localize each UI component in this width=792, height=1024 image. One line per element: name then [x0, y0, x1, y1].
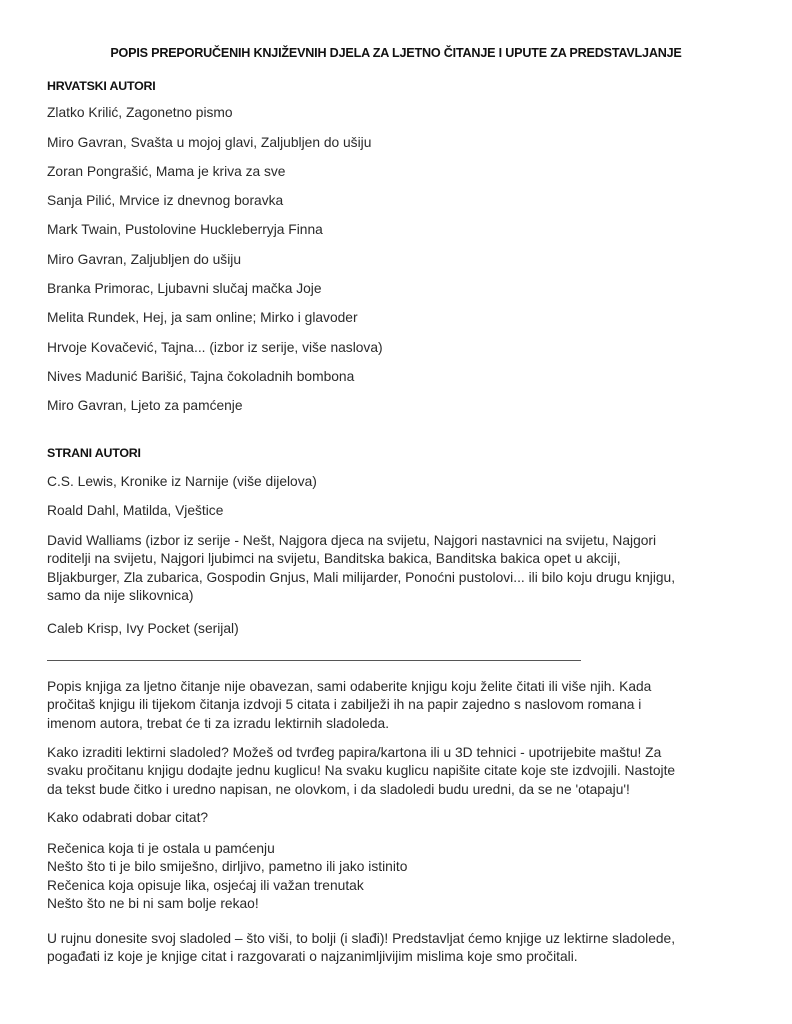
list-item: Miro Gavran, Zaljubljen do ušiju	[47, 252, 242, 267]
list-item: Miro Gavran, Ljeto za pamćenje	[47, 398, 243, 413]
text-line: David Walliams (izbor iz serije - Nešt, Najgora djeca na svijetu, Najgori nastavnici na svijetu, Najgori	[47, 533, 657, 548]
tip-line: Nešto što ne bi ni sam bolje rekao!	[47, 895, 259, 911]
document-title: POPIS PREPORUČENIH KNJIŽEVNIH DJELA ZA LJETNO ČITANJE I UPUTE ZA PREDSTAVLJANJE	[110, 46, 682, 60]
horizontal-divider	[47, 660, 581, 661]
list-item: Nives Madunić Barišić, Tajna čokoladnih bombona	[47, 369, 355, 384]
list-item: Roald Dahl, Matilda, Vještice	[47, 503, 224, 518]
tip-line: Nešto što ti je bilo smiješno, dirljivo, pametno ili jako istinito	[47, 859, 408, 875]
list-item: Sanja Pilić, Mrvice iz dnevnog boravka	[47, 193, 284, 208]
list-item: Mark Twain, Pustolovine Huckleberryja Finna	[47, 222, 323, 237]
text-line: samo da nije slikovnica)	[47, 587, 194, 603]
quote-question: Kako odabrati dobar citat?	[47, 810, 209, 825]
list-item: C.S. Lewis, Kronike iz Narnije (više dijelova)	[47, 474, 317, 489]
list-item-walliams	[47, 532, 752, 605]
text-line: pročitaš knjigu ili tijekom čitanja izdvoji 5 citata i zabilježi ih na papir zajedno s naslovom romana i	[47, 697, 642, 713]
foreign-authors-heading: STRANI AUTORI	[47, 446, 141, 460]
text-line: imenom autora, trebat će ti za izradu lektirnih sladoleda.	[47, 715, 390, 731]
list-item: Melita Rundek, Hej, ja sam online; Mirko i glavoder	[47, 310, 358, 325]
text-line: Bljakburger, Zla zubarica, Gospodin Gnjus, Mali milijarder, Ponoćni pustolovi... ili bilo koju drugu knjigu,	[47, 569, 676, 585]
croatian-authors-heading: HRVATSKI AUTORI	[47, 79, 156, 93]
tip-line: Rečenica koja ti je ostala u pamćenju	[47, 841, 275, 856]
list-item: Branka Primorac, Ljubavni slučaj mačka Joje	[47, 281, 322, 296]
text-line: Popis knjiga za ljetno čitanje nije obavezan, sami odaberite knjigu koju želite čitati ili više njih. Kada	[47, 679, 652, 694]
text-line: pogađati iz koje je knjige citat i razgovarati o najzanimljivijim mislima koje smo pročitali.	[47, 949, 578, 965]
text-line: svaku pročitanu knjigu dodajte jednu kuglicu! Na svaku kuglicu napišite citate koje ste izdvojili. Nastojte	[47, 763, 676, 779]
closing-paragraph	[47, 930, 752, 967]
list-item: Zlatko Krilić, Zagonetno pismo	[47, 105, 233, 120]
instructions-paragraph-2	[47, 744, 752, 799]
quote-tips	[47, 840, 752, 913]
list-item: Caleb Krisp, Ivy Pocket (serijal)	[47, 621, 239, 636]
text-line: U rujnu donesite svoj sladoled – što viši, to bolji (i slađi)! Predstavljat ćemo knjige uz lektirne sladolede,	[47, 931, 676, 946]
list-item: Zoran Pongrašić, Mama je kriva za sve	[47, 164, 286, 179]
text-line: roditelji na svijetu, Najgori ljubimci na svijetu, Banditska bakica, Banditska bakica opet u akciji,	[47, 551, 621, 567]
instructions-paragraph-1	[47, 678, 752, 733]
text-line: Kako izraditi lektirni sladoled? Možeš od tvrđeg papira/kartona ili u 3D tehnici - upotrijebite maštu! Za	[47, 745, 662, 760]
list-item: Hrvoje Kovačević, Tajna... (izbor iz serije, više naslova)	[47, 340, 383, 355]
tip-line: Rečenica koja opisuje lika, osjećaj ili važan trenutak	[47, 877, 364, 893]
text-line: da tekst bude čitko i uredno napisan, ne olovkom, i da sladoledi budu uredni, da se ne 'otapaju'!	[47, 781, 630, 797]
list-item: Miro Gavran, Svašta u mojoj glavi, Zaljubljen do ušiju	[47, 135, 372, 150]
